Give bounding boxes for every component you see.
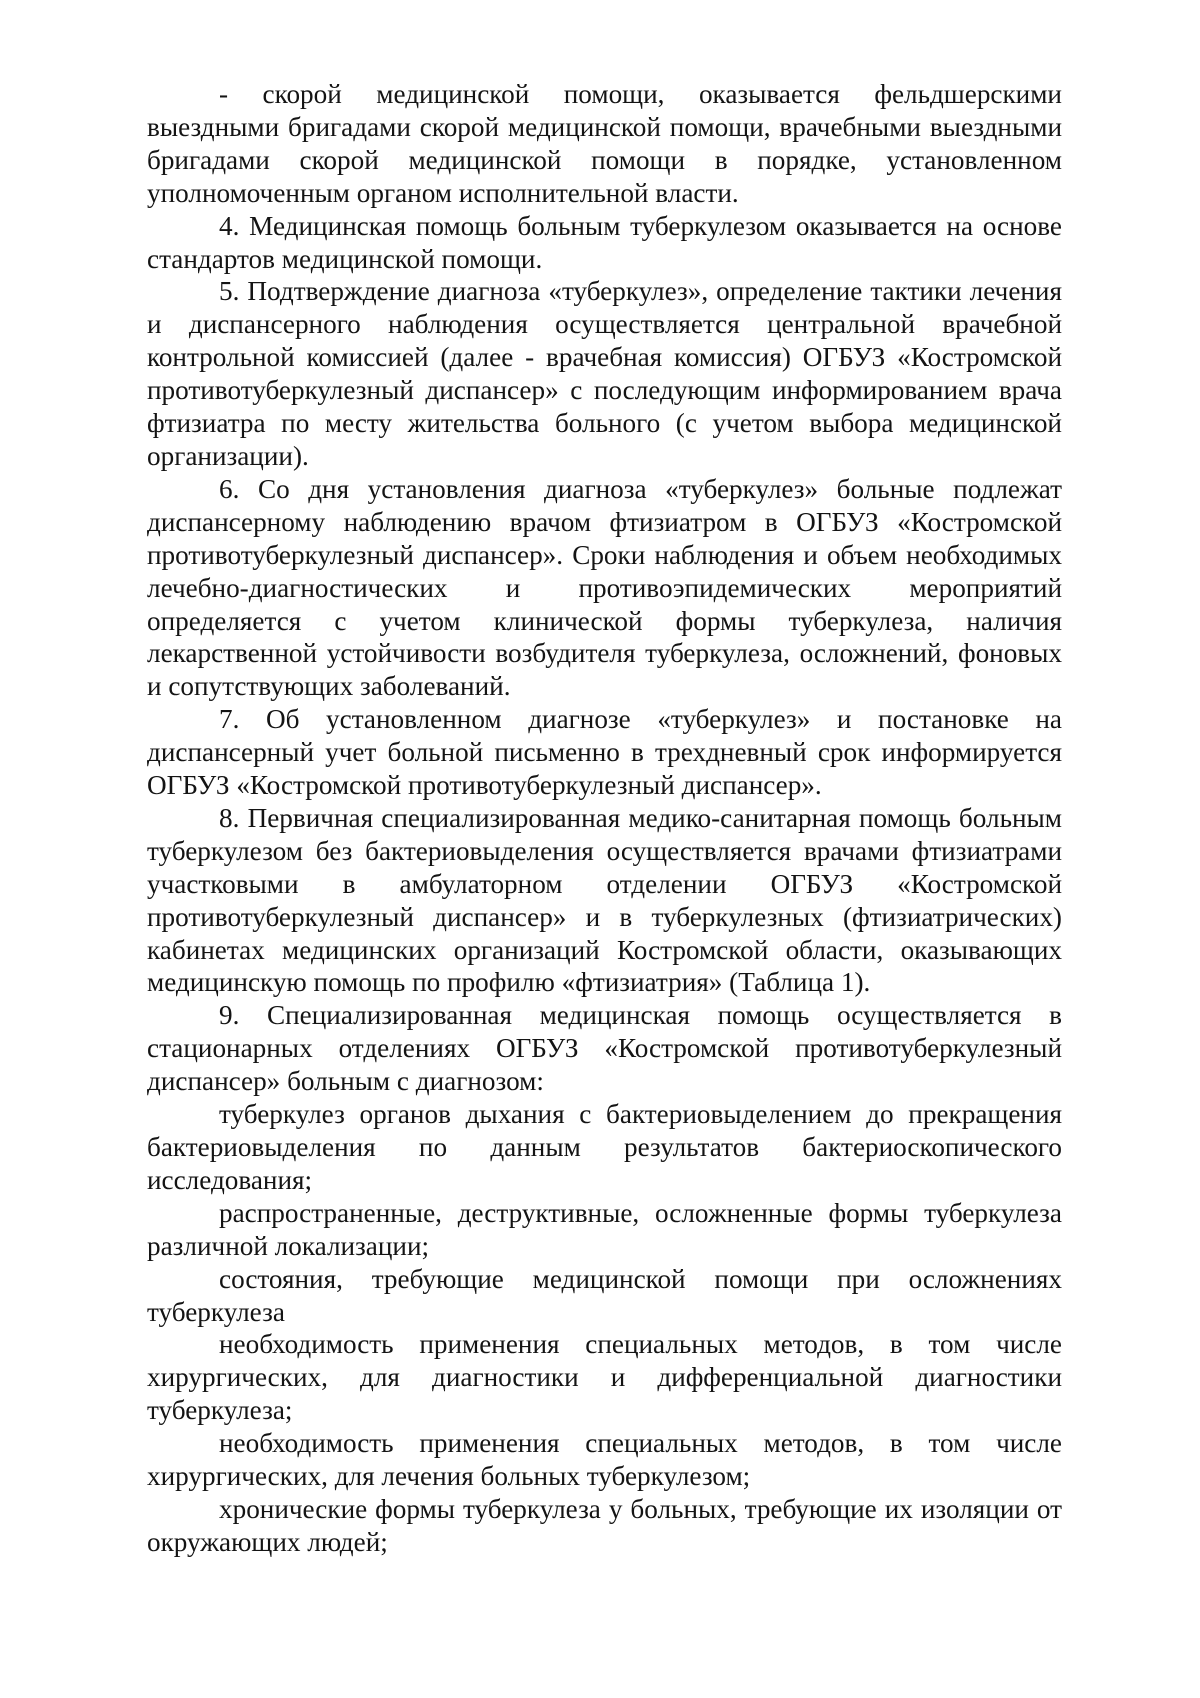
list-item-special-treatment: необходимость применения специальных методов, в том числе хирургических, для лечения больных туберкулезом; bbox=[147, 1428, 1062, 1492]
list-item-complications: состояния, требующие медицинской помощи при осложнениях туберкулеза bbox=[147, 1263, 1062, 1327]
list-item-chronic-forms: хронические формы туберкулеза у больных, требующие их изоляции от окружающих людей; bbox=[147, 1493, 1062, 1557]
paragraph-item-9: 9. Специализированная медицинская помощь осуществляется в стационарных отделениях ОГБУЗ «Костромской противотуберкулезный диспансер» больным с диагнозом: bbox=[147, 1000, 1062, 1097]
paragraph-item-8: 8. Первичная специализированная медико-санитарная помощь больным туберкулезом без бактериовыделения осуществляется врачами фтизиатрами участковыми в амбулаторном отделении ОГБУЗ «Костромской противотуберкулезный диспансер» и в туберкулезных (фтизиатрических) кабинетах медицинских организаций Костромской области, оказывающих медицинскую помощь по профилю «фтизиатрия» (Таблица 1). bbox=[147, 802, 1062, 998]
paragraph-item-6: 6. Со дня установления диагноза «туберкулез» больные подлежат диспансерному наблюдению врачом фтизиатром в ОГБУЗ «Костромской противотуберкулезный диспансер». Сроки наблюдения и объем необходимых лечебно-диагностических и противоэпидемических мероприятий определяется с учетом клинической формы туберкулеза, наличия лекарственной устойчивости возбудителя туберкулеза, осложнений, фоновых и сопутствующих заболеваний. bbox=[147, 473, 1062, 702]
list-item-advanced-forms: распространенные, деструктивные, осложненные формы туберкулеза различной локализации; bbox=[147, 1197, 1062, 1261]
paragraph-ambulance-care: - скорой медицинской помощи, оказывается фельдшерскими выездными бригадами скорой медицинской помощи, врачебными выездными бригадами скорой медицинской помощи в порядке, установленном уполномоченным органом исполнительной власти. bbox=[147, 79, 1062, 208]
paragraph-item-7: 7. Об установленном диагнозе «туберкулез» и постановке на диспансерный учет больной письменно в трехдневный срок информируется ОГБУЗ «Костромской противотуберкулезный диспансер». bbox=[147, 704, 1062, 801]
list-item-special-diagnostics: необходимость применения специальных методов, в том числе хирургических, для диагностики и дифференциальной диагностики туберкулеза; bbox=[147, 1329, 1062, 1426]
paragraph-item-5: 5. Подтверждение диагноза «туберкулез», определение тактики лечения и диспансерного наблюдения осуществляется центральной врачебной контрольной комиссией (далее - врачебная комиссия) ОГБУЗ «Костромской противотуберкулезный диспансер» с последующим информированием врача фтизиатра по месту жительства больного (с учетом выбора медицинской организации). bbox=[147, 276, 1062, 471]
document-body bbox=[147, 78, 1062, 1559]
list-item-respiratory-tb: туберкулез органов дыхания с бактериовыделением до прекращения бактериовыделения по данным результатов бактериоскопического исследования; bbox=[147, 1099, 1062, 1195]
paragraph-item-4: 4. Медицинская помощь больным туберкулезом оказывается на основе стандартов медицинской помощи. bbox=[147, 210, 1062, 274]
